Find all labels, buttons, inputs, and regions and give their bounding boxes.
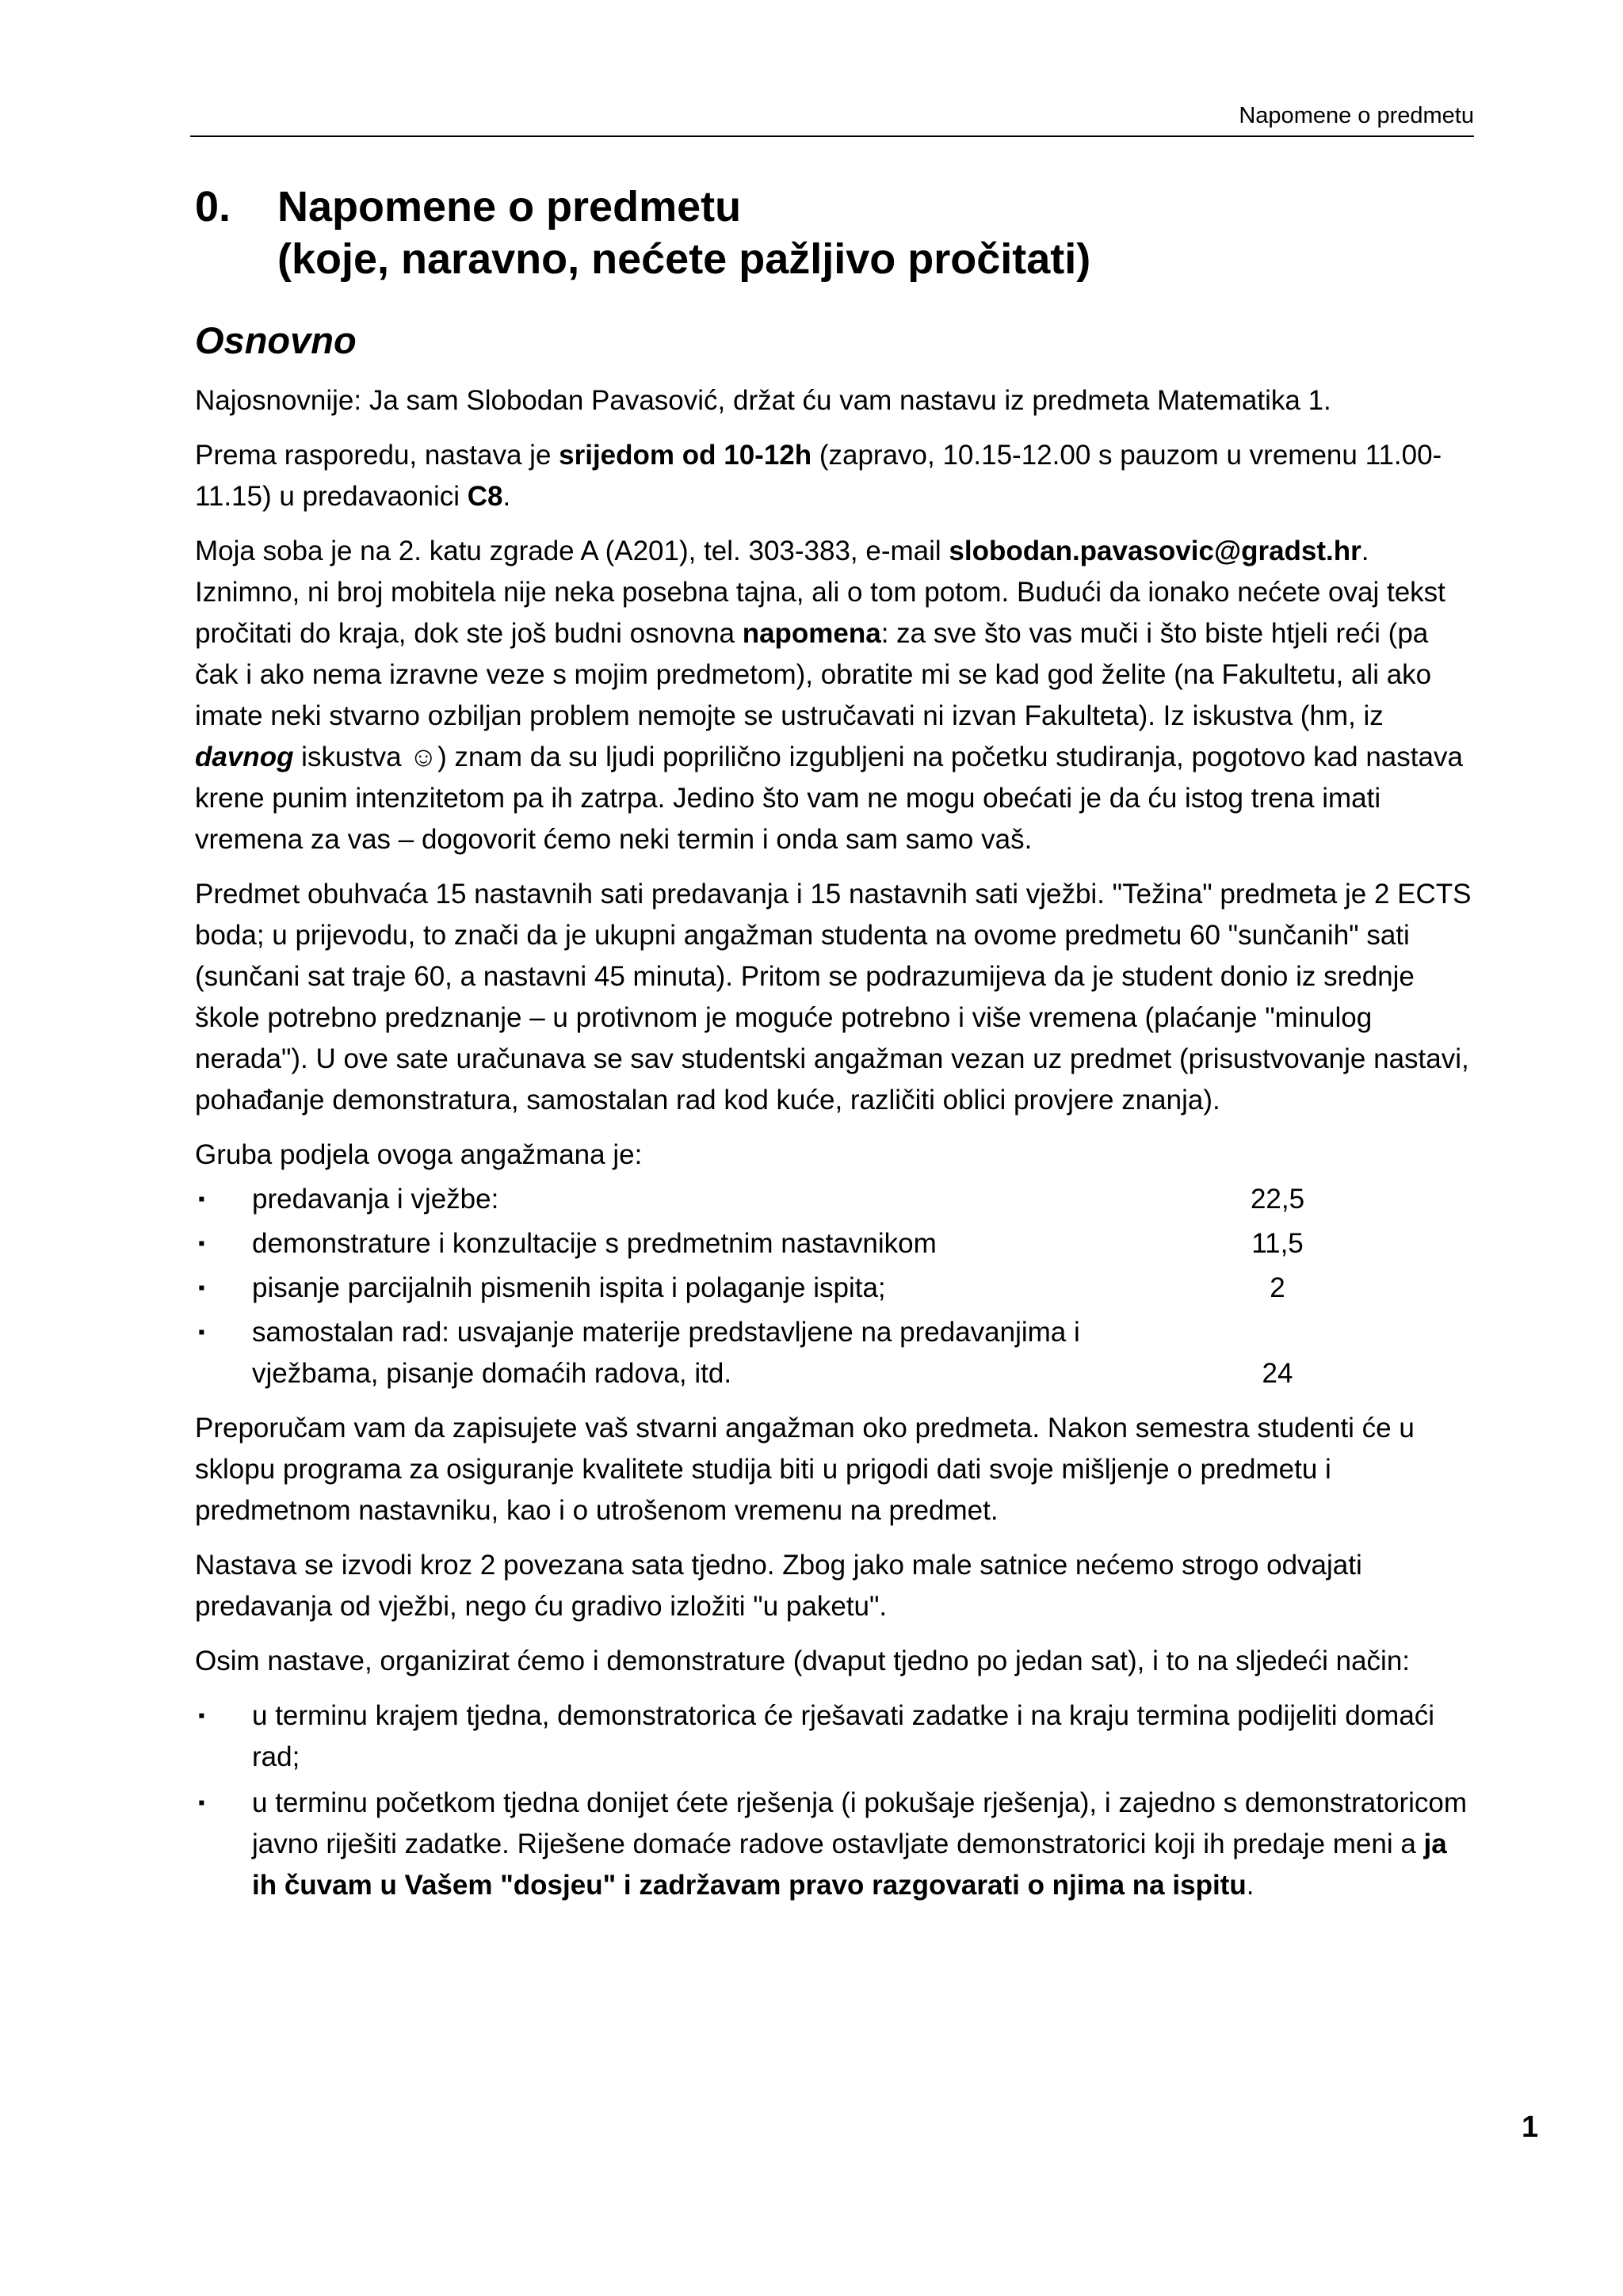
contact-text-1: Moja soba je na 2. katu zgrade A (A201), tel. 303-383, e-mail [195,536,949,566]
list-item [195,1783,1472,1906]
effort-hours: 11,5 [1251,1228,1304,1259]
paragraph-schedule [195,435,1472,517]
chapter-number: 0. [195,183,231,231]
schedule-text-3: . [502,481,511,512]
effort-hours: 24 [1262,1358,1293,1389]
schedule-text-1: Prema rasporedu, nastava je [195,440,559,471]
schedule-text-2: (zapravo, 10.15-12.00 s pauzom u vremenu 11.00-11.15) u predavaonici [195,440,1442,512]
effort-label: predavanja i vježbe: [252,1184,499,1215]
demo-item-text: u terminu krajem tjedna, demonstratorica će rješavati zadatke i na kraju termina podijeliti domaći rad; [252,1700,1435,1772]
effort-hours: 2 [1270,1272,1285,1303]
paragraph-format: Nastava se izvodi kroz 2 povezana sata tjedno. Zbog jako male satnice nećemo strogo odvajati predavanja od vježbi, nego ću gradivo izložiti "u paketu". [195,1550,1362,1622]
list-item [195,1268,1472,1309]
schedule-time: srijedom od 10-12h [559,440,812,471]
bullet-icon: ▪ [198,1188,205,1210]
bullet-icon: ▪ [198,1792,205,1814]
chapter-title-line-2: (koje, naravno, nećete pažljivo pročitati) [277,235,1091,283]
paragraph-workload: Predmet obuhvaća 15 nastavnih sati predavanja i 15 nastavnih sati vježbi. "Težina" predmeta je 2 ECTS boda; u prijevodu, to znači da je ukupni angažman studenta na ovome predmetu 60 "sunčanih" sati (sunčani sat traje 60, a nastavni 45 minuta). Pritom se podrazumijeva da je student donio iz srednje škole potrebno predznanje – u protivnom je moguće potrebno i više vremena (plaćanje "minulog nerada"). U ove sate uračunava se sav studentski angažman vezan uz predmet (prisustvovanje nastavi, pohađanje demonstratura, samostalan rad kod kuće, različiti oblici provjere znanja). [195,879,1472,1116]
chapter-title [277,181,1450,285]
effort-label: demonstrature i konzultacije s predmetnim nastavnikom [252,1228,937,1259]
contact-text-3: : za sve što vas muči i što biste htjeli reći (pa čak i ako nema izravne veze s mojim predmetom), obratite mi se kad god želite (na Fakultetu, ali ako imate neki stvarno ozbiljan problem nemojte se ustručavati ni izvan Fakulteta). Iz iskustva (hm, iz [195,618,1432,731]
running-header: Napomene o predmetu [1239,103,1474,128]
schedule-room: C8 [467,481,503,512]
demonstration-list [195,1695,1472,1906]
demo-item-text-1: u terminu početkom tjedna donijet ćete rješenja (i pokušaje rješenja), i zajedno s demonstratoricom javno riješiti zadatke. Riješene domaće radove ostavljate demonstratorici koji ih predaje meni a [252,1787,1468,1859]
demo-item-text-2: . [1246,1870,1254,1901]
contact-text-2: . Iznimno, ni broj mobitela nije neka posebna tajna, ali o tom potom. Budući da ionako nećete ovaj tekst pročitati do kraja, dok ste još budni osnovna [195,536,1445,649]
list-item [195,1179,1472,1220]
chapter-title-line-1: Napomene o predmetu [277,183,742,231]
bullet-icon: ▪ [198,1277,205,1299]
document-body [195,380,1472,1920]
bullet-icon: ▪ [198,1322,205,1343]
paragraph-breakdown-intro: Gruba podjela ovoga angažmana je: [195,1139,643,1170]
header-rule [190,135,1474,137]
contact-emphasis: napomena [742,618,881,649]
section-title: Osnovno [195,319,357,361]
paragraph-demonstrations: Osim nastave, organizirat ćemo i demonstrature (dvaput tjedno po jedan sat), i to na sljedeći način: [195,1646,1411,1676]
effort-label: pisanje parcijalnih pismenih ispita i polaganje ispita; [252,1272,886,1303]
bullet-icon: ▪ [198,1705,205,1726]
contact-emphasis-italic: davnog [195,742,294,772]
paragraph-contact [195,531,1472,860]
paragraph-intro: Najosnovnije: Ja sam Slobodan Pavasović, držat ću vam nastavu iz predmeta Matematika 1. [195,385,1331,416]
list-item [195,1312,1472,1394]
effort-list [195,1179,1472,1394]
demo-item-emphasis: ja ih čuvam u Vašem "dosjeu" i zadržavam pravo razgovarati o njima na ispitu [252,1829,1447,1901]
effort-hours: 22,5 [1250,1184,1305,1215]
paragraph-tracking: Preporučam vam da zapisujete vaš stvarni angažman oko predmeta. Nakon semestra studenti će u sklopu programa za osiguranje kvalitete studija biti u prigodi dati svoje mišljenje o predmetu i predmetnom nastavniku, kao i o utrošenom vremenu na predmet. [195,1413,1415,1526]
page-number: 1 [1522,2111,1539,2144]
contact-text-4: iskustva ☺) znam da su ljudi poprilično izgubljeni na početku studiranja, pogotovo kad nastava krene punim intenzitetom pa ih zatrpa. Jedino što vam ne mogu obećati je da ću istog trena imati vremena za vas – dogovorit ćemo neki termin i onda sam samo vaš. [195,742,1463,855]
email-address: slobodan.pavasovic@gradst.hr [949,536,1361,566]
bullet-icon: ▪ [198,1233,205,1254]
effort-label: samostalan rad: usvajanje materije predstavljene na predavanjima i vježbama, pisanje domaćih radova, itd. [252,1317,1080,1389]
list-item [195,1695,1472,1778]
list-item [195,1223,1472,1264]
